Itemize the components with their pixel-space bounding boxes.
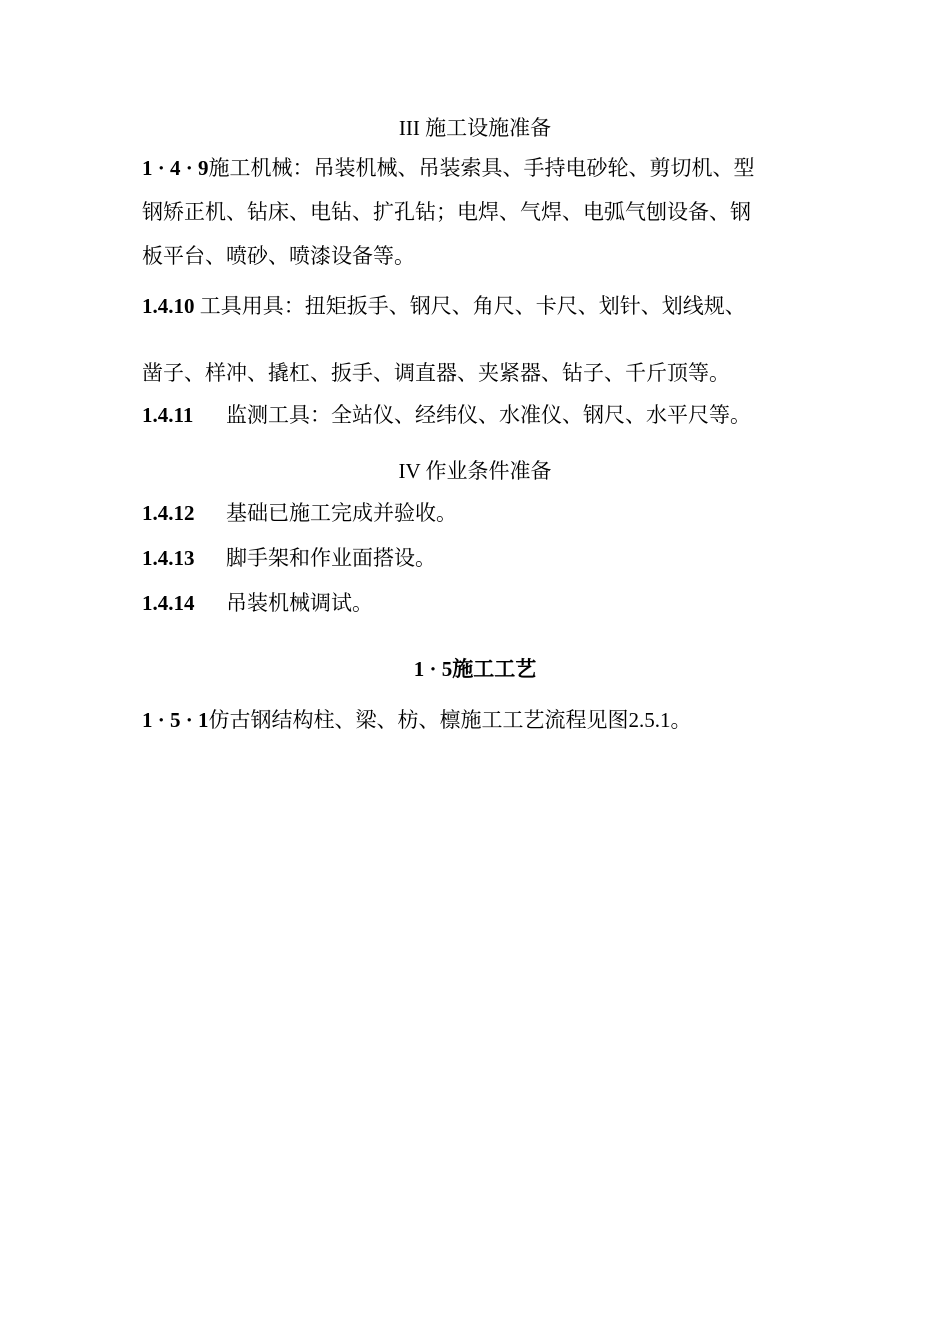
item-1-4-9-line2: 钢矫正机、钻床、电钻、扩孔钻；电焊、气焊、电弧气刨设备、钢 bbox=[142, 200, 751, 224]
heading-title: 施工设施准备 bbox=[425, 116, 552, 140]
item-text: 施工机械：吊装机械、吊装索具、手持电砂轮、剪切机、型 bbox=[208, 156, 755, 180]
item-number: 1.4.10 bbox=[142, 294, 195, 318]
heading-roman: IV bbox=[398, 459, 421, 483]
item-1-5-1 bbox=[142, 706, 692, 734]
item-text: 基础已施工完成并验收。 bbox=[226, 501, 457, 525]
heading-title: 施工工艺 bbox=[452, 657, 537, 681]
item-text: 监测工具：全站仪、经纬仪、水准仪、钢尺、水平尺等。 bbox=[226, 403, 751, 427]
item-1-4-9-line3: 板平台、喷砂、喷漆设备等。 bbox=[142, 244, 415, 268]
heading-roman: III bbox=[398, 116, 420, 140]
item-1-4-10-line2: 凿子、样冲、撬杠、扳手、调直器、夹紧器、钻子、千斤顶等。 bbox=[142, 361, 730, 385]
heading-number: 1 · 5 bbox=[413, 657, 453, 681]
item-number: 1.4.14 bbox=[142, 591, 195, 615]
item-text: 工具用具：扭矩扳手、钢尺、角尺、卡尺、划针、划线规、 bbox=[199, 294, 746, 318]
item-1-4-11 bbox=[142, 401, 751, 429]
figure-reference: 2.5.1。 bbox=[628, 708, 692, 732]
item-text: 仿古钢结构柱、梁、枋、檩施工工艺流程见图 bbox=[208, 708, 629, 732]
item-number: 1 · 4 · 9 bbox=[142, 156, 209, 180]
section-heading-1-5 bbox=[0, 655, 950, 683]
section-heading-iii bbox=[0, 114, 950, 142]
item-1-4-10-line1 bbox=[142, 292, 746, 320]
item-number: 1.4.11 bbox=[142, 403, 194, 427]
item-1-4-12 bbox=[142, 499, 457, 527]
item-number: 1 · 5 · 1 bbox=[142, 708, 209, 732]
heading-title: 作业条件准备 bbox=[425, 459, 552, 483]
section-heading-iv bbox=[0, 457, 950, 485]
item-number: 1.4.13 bbox=[142, 546, 195, 570]
item-text: 吊装机械调试。 bbox=[226, 591, 373, 615]
item-1-4-9-line1 bbox=[142, 154, 755, 182]
item-text: 脚手架和作业面搭设。 bbox=[226, 546, 436, 570]
item-1-4-14 bbox=[142, 589, 373, 617]
item-number: 1.4.12 bbox=[142, 501, 195, 525]
item-1-4-13 bbox=[142, 544, 436, 572]
